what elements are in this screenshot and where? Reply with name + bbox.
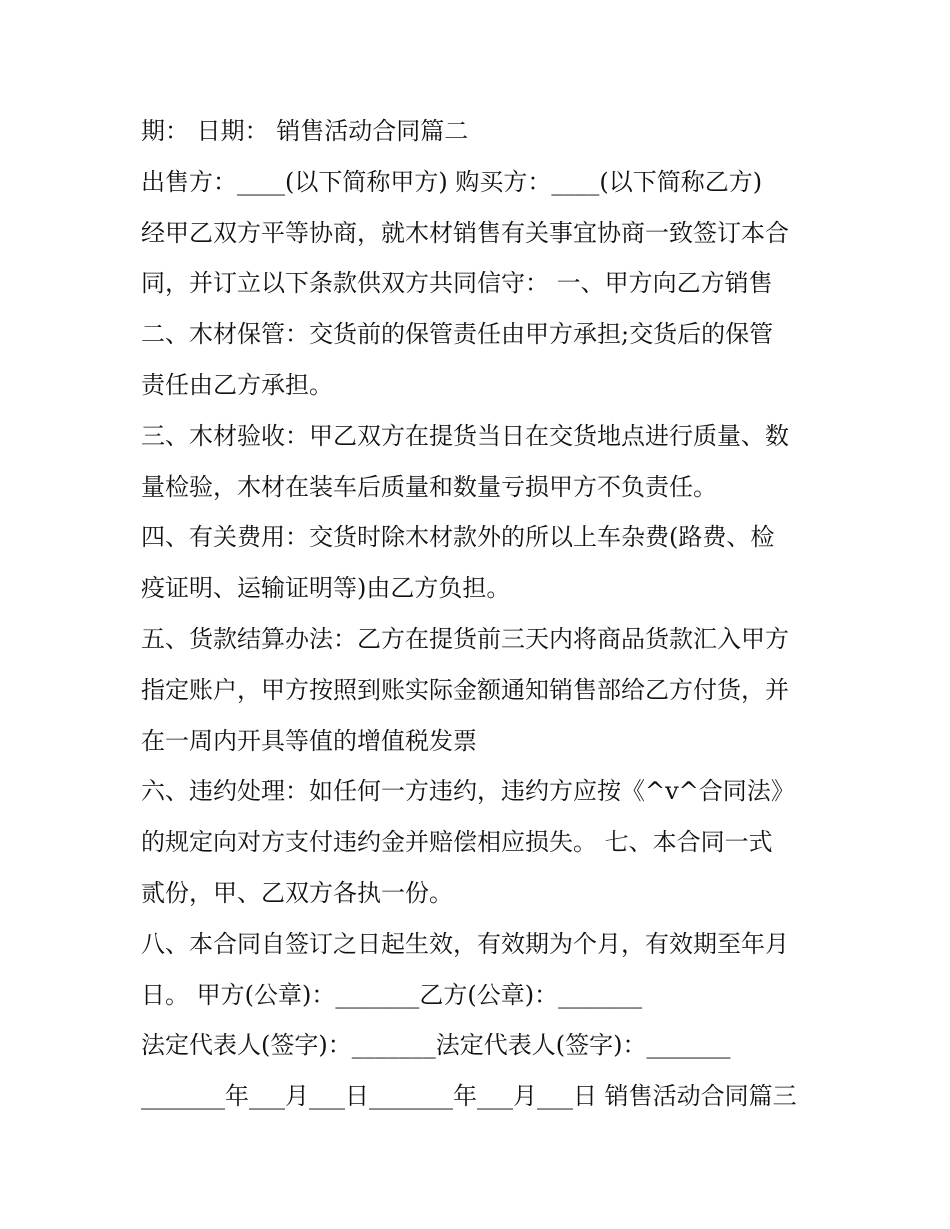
text-line: 法定代表人(签字)：_______法定代表人(签字)：_______	[141, 1031, 731, 1060]
text-line: 量检验，木材在装车后质量和数量亏损甲方不负责任。	[141, 472, 717, 501]
text-line: 日。 甲方(公章)：_______乙方(公章)：_______	[141, 980, 643, 1009]
text-line: 出售方：____(以下简称甲方) 购买方：____(以下简称乙方)	[141, 167, 763, 196]
text-line: 五、货款结算办法：乙方在提货前三天内将商品货款汇入甲方	[141, 624, 789, 653]
text-line: _______年___月___日_______年___月___日 销售活动合同篇三	[141, 1082, 797, 1111]
text-line: 四、有关费用：交货时除木材款外的所以上车杂费(路费、检	[141, 523, 775, 552]
text-line: 疫证明、运输证明等)由乙方负担。	[141, 574, 511, 603]
text-line: 二、木材保管：交货前的保管责任由甲方承担;交货后的保管	[141, 320, 774, 349]
text-line: 三、木材验收：甲乙双方在提货当日在交货地点进行质量、数	[141, 421, 789, 450]
text-line: 同，并订立以下条款供双方共同信守： 一、甲方向乙方销售	[141, 269, 773, 298]
text-line: 六、违约处理：如任何一方违约，违约方应按《^v^合同法》	[141, 777, 795, 806]
text-line: 在一周内开具等值的增值税发票	[141, 726, 477, 755]
contract-text	[141, 106, 821, 1122]
text-line: 期： 日期： 销售活动合同篇二	[141, 117, 469, 145]
text-line: 贰份，甲、乙双方各执一份。	[141, 878, 453, 907]
text-line: 八、本合同自签订之日起生效，有效期为个月，有效期至年月	[141, 929, 789, 958]
text-line: 责任由乙方承担。	[141, 370, 333, 399]
text-line: 的规定向对方支付违约金并赔偿相应损失。 七、本合同一式	[141, 828, 773, 857]
text-line: 指定账户，甲方按照到账实际金额通知销售部给乙方付货，并	[141, 675, 789, 704]
text-line: 经甲乙双方平等协商，就木材销售有关事宜协商一致签订本合	[141, 218, 789, 247]
